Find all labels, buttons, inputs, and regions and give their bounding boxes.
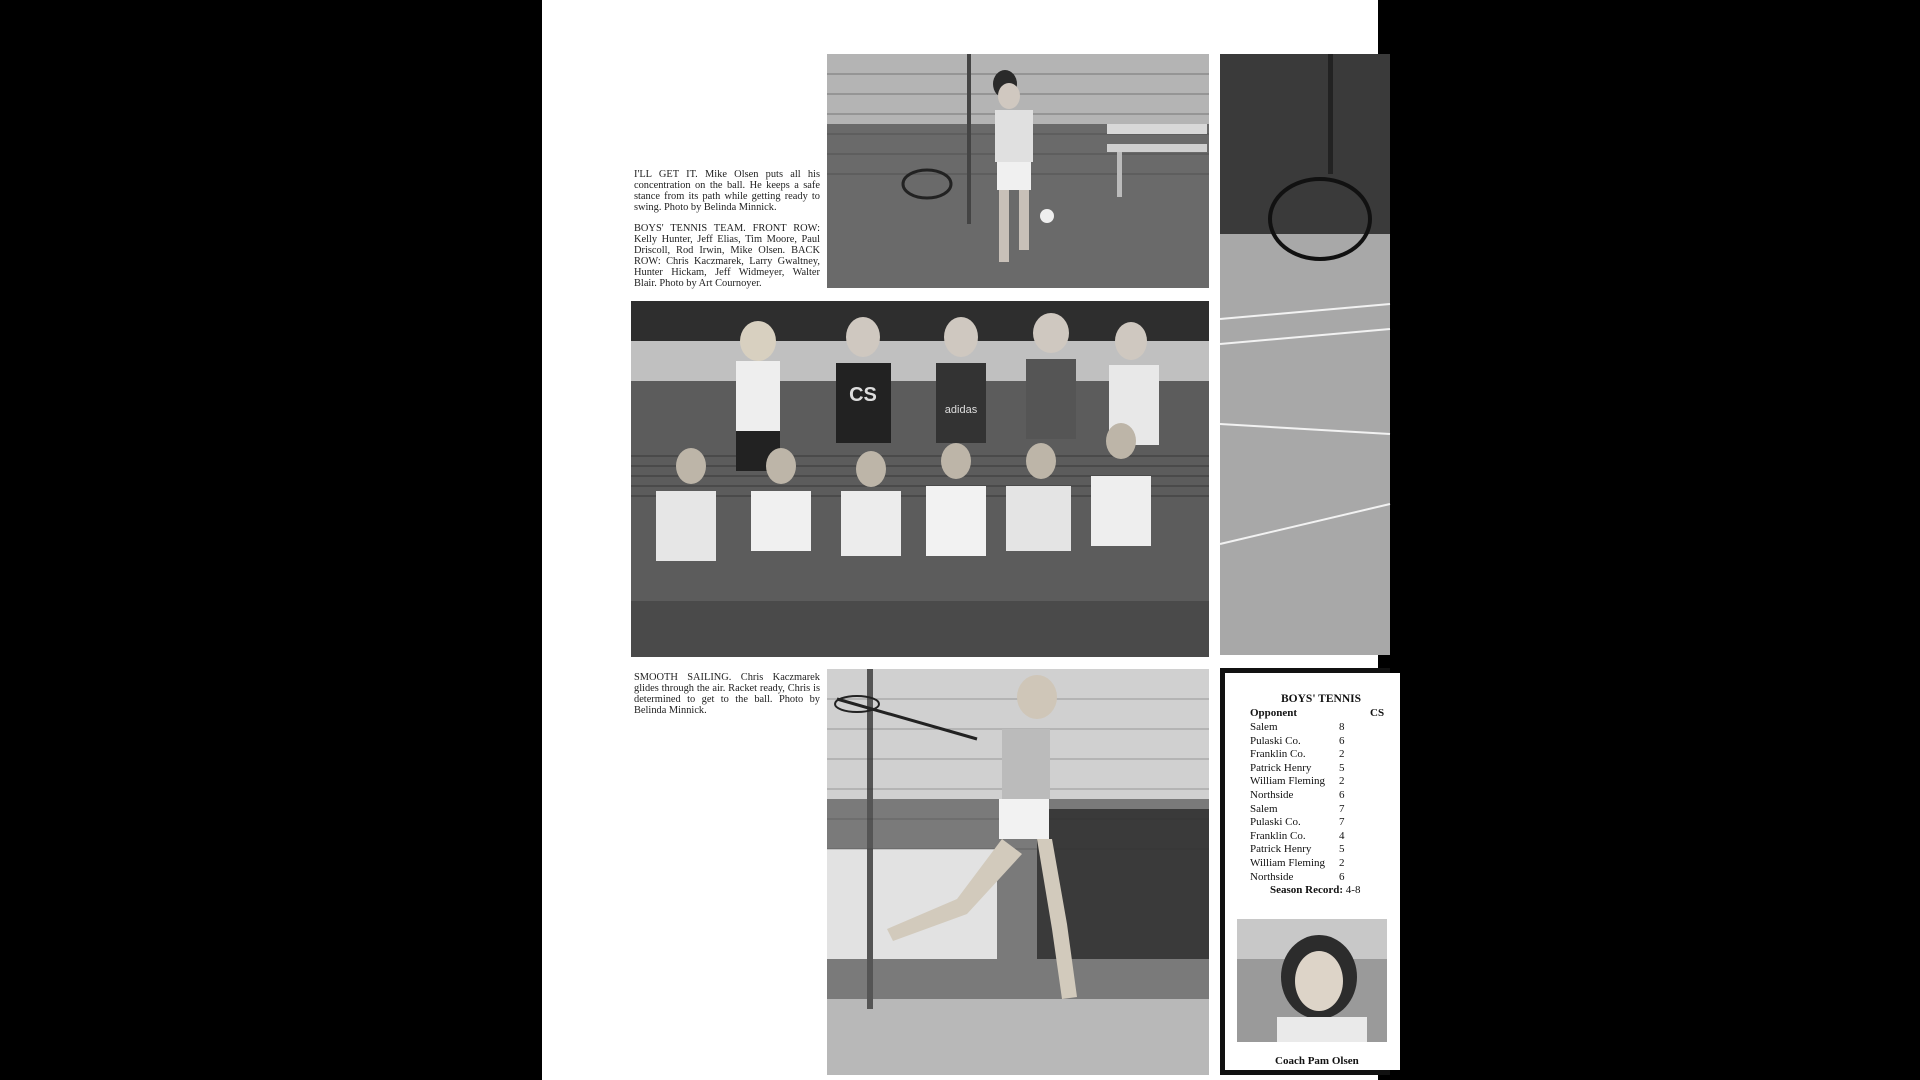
schedule-col-opponent: Opponent [1250, 707, 1298, 719]
photo-chris-kaczmarek [827, 669, 1209, 1075]
schedule-title: BOYS' TENNIS [1281, 693, 1362, 705]
schedule-panel [1225, 673, 1400, 1070]
schedule-row: Salem 8 [1250, 721, 1345, 733]
shirt-logo-cs: CS [849, 384, 877, 406]
schedule-row: Northside 6 [1250, 870, 1345, 883]
schedule-col-cs: CS [1370, 707, 1385, 719]
schedule-row: William Fleming 2 [1250, 857, 1345, 869]
photo-coach [1237, 919, 1387, 1042]
coach-name: Coach Pam Olsen [1275, 1055, 1359, 1067]
shirt-logo-adidas: adidas [944, 404, 978, 416]
caption-olsen: I'LL GET IT. Mike Olsen puts all his concentration on the ball. He keeps a safe stance from its path while getting ready to swing. Photo by Belinda Minnick. [634, 169, 820, 213]
schedule-row: Northside 6 [1250, 789, 1345, 801]
schedule-row: Franklin Co. 4 [1250, 829, 1345, 842]
schedule-row: Patrick Henry 5 [1250, 761, 1345, 774]
schedule-box [1220, 668, 1390, 1075]
yearbook-page [542, 0, 1385, 1080]
photo-mike-olsen [827, 54, 1209, 288]
schedule-row: Salem 7 [1250, 802, 1345, 815]
schedule-row: Franklin Co. 2 [1250, 748, 1345, 761]
season-record: Season Record: 4-8 [1270, 884, 1361, 896]
schedule-row: Pulaski Co. 6 [1250, 734, 1345, 747]
photo-team [631, 301, 1209, 657]
photo-racket-court [1220, 54, 1390, 655]
schedule-row: Patrick Henry 5 [1250, 843, 1345, 856]
schedule-row: William Fleming 2 [1250, 775, 1345, 788]
caption-kaczmarek: SMOOTH SAILING. Chris Kaczmarek glides through the air. Racket ready, Chris is determined to get to the ball. Photo by Belinda Minnick. [634, 672, 820, 716]
schedule-row: Pulaski Co. 7 [1250, 816, 1345, 829]
caption-team: BOYS' TENNIS TEAM. FRONT ROW: Kelly Hunter, Jeff Elias, Tim Moore, Paul Driscoll, Rod Irwin, Mike Olsen. BACK ROW: Chris Kaczmarek, Larry Gwaltney, Hunter Hickam, Jeff Widmeyer, Walter Blair. Photo by Art Cournoyer. [634, 223, 820, 289]
